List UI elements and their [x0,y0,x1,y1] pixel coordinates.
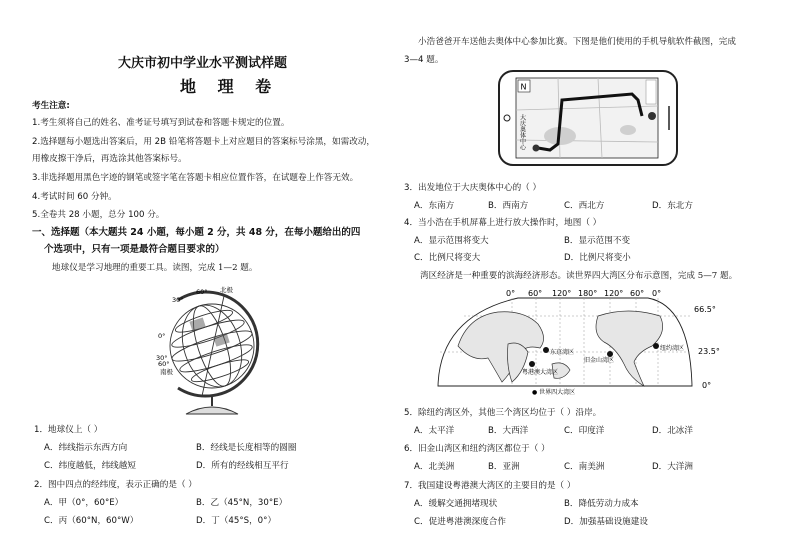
exam-subtitle: 地 理 卷 [180,77,280,96]
phone-navigation-figure [498,70,678,166]
q6-option-b[interactable]: B．亚洲 [488,462,520,472]
globe-intro: 地球仪是学习地理的重要工具。读图，完成 1—2 题。 [52,263,258,273]
q4-option-c[interactable]: C．比例尺将变大 [414,253,481,263]
nav-intro-line2: 3—4 题。 [404,55,444,65]
globe-north-label: 北极 [220,286,233,294]
q7-option-b[interactable]: B．降低劳动力成本 [564,499,639,509]
globe-lat-30s: 30° [156,354,168,362]
map-top-label-3: 180° [578,289,598,298]
q7-option-a[interactable]: A．缓解交通拥堵现状 [414,499,498,509]
q5-option-b[interactable]: B．大西洋 [488,426,529,436]
note-2: 2.选择题每小题选出答案后，用 2B 铅笔将答题卡上对应题目的答案标号涂黑，如需改动， [32,137,375,147]
q2-option-a[interactable]: A．甲（0°，60°E） [44,498,124,508]
map-lat-label-2: 0° [702,381,712,390]
q3-option-c[interactable]: C．西北方 [564,201,605,211]
q6-option-c[interactable]: C．南美洲 [564,462,605,472]
q6-stem: 6．旧金山湾区和纽约湾区都位于（ ） [404,444,550,454]
q4-stem: 4．当小浩在手机屏幕上进行放大操作时，地图（ ） [404,218,602,228]
q4-option-b[interactable]: B．显示范围不变 [564,236,631,246]
q1-stem: 1．地球仪上（ ） [34,425,103,435]
north-icon: N [520,82,527,92]
bay-intro: 湾区经济是一种重要的滨海经济形态。读世界四大湾区分布示意图，完成 5—7 题。 [420,271,738,281]
map-top-label-5: 60° [630,289,645,298]
map-place-newyork: 纽约湾区 [660,345,685,352]
q2-option-c[interactable]: C．丙（60°N，60°W） [44,516,139,526]
q7-option-d[interactable]: D．加强基础设施建设 [564,517,648,527]
note-3: 3.非选择题用黑色字迹的钢笔或签字笔在答题卡相应位置作答，在试题卷上作答无效。 [32,173,359,183]
map-top-label-1: 60° [528,289,543,298]
exam-title: 大庆市初中学业水平测试样题 [118,56,288,71]
q5-option-c[interactable]: C．印度洋 [564,426,605,436]
q3-option-a[interactable]: A．东南方 [414,201,455,211]
q3-stem: 3．出发地位于大庆奥体中心的（ ） [404,183,542,193]
globe-lat-60n: 60° [196,288,208,296]
q1-option-c[interactable]: C．纬度越低，纬线越短 [44,461,136,471]
note-1: 1.考生须将自己的姓名、准考证号填写到试卷和答题卡规定的位置。 [32,118,290,128]
q7-stem: 7．我国建设粤港澳大湾区的主要目的是（ ） [404,481,576,491]
q1-option-b[interactable]: B．经线是长度相等的圆圈 [196,443,297,453]
destination-label: 大庆奥体中心 [518,114,526,150]
globe-south-label: 南极 [160,368,173,376]
section-heading-line2: 个选项中，只有一项是最符合题目要求的） [44,244,225,255]
q5-option-a[interactable]: A．太平洋 [414,426,455,436]
q1-option-d[interactable]: D．所有的经线相互平行 [196,461,289,471]
map-top-label-2: 120° [552,289,572,298]
q2-option-b[interactable]: B．乙（45°N，30°E） [196,498,288,508]
globe-lat-30n: 30° [172,296,184,304]
world-bay-map [428,286,728,398]
q5-option-d[interactable]: D．北冰洋 [652,426,693,436]
map-place-tokyo: 东京湾区 [550,349,575,356]
q7-option-c[interactable]: C．促进粤港澳深度合作 [414,517,506,527]
q5-stem: 5．除纽约湾区外，其他三个湾区均位于（ ）沿岸。 [404,408,602,418]
q2-stem: 2．图中四点的经纬度，表示正确的是（ ） [34,480,197,490]
note-4: 4.考试时间 60 分钟。 [32,192,117,202]
map-top-label-4: 120° [604,289,624,298]
q6-option-d[interactable]: D．大洋洲 [652,462,693,472]
note-5: 5.全卷共 28 小题，总分 100 分。 [32,210,165,220]
globe-figure [150,280,280,420]
q3-option-d[interactable]: D．东北方 [652,201,693,211]
q6-option-a[interactable]: A．北美洲 [414,462,455,472]
map-legend: ● 世界四大湾区 [532,389,576,396]
q3-option-b[interactable]: B．西南方 [488,201,529,211]
map-top-label-6: 0° [652,289,662,298]
notes-heading: 考生注意: [32,101,70,111]
section-heading-line1: 一、选择题（本大题共 24 小题，每小题 2 分，共 48 分，在每小题给出的四 [32,227,361,238]
q2-option-d[interactable]: D．丁（45°S，0°） [196,516,277,526]
map-place-greaterbay: 粤港澳大湾区 [522,369,559,376]
globe-lat-0: 0° [158,332,166,340]
map-top-label-0: 0° [506,289,516,298]
globe-lat-60s: 60° [158,360,170,368]
map-place-sanfrancisco: 旧金山湾区 [584,357,615,364]
q4-option-a[interactable]: A．显示范围将变大 [414,236,489,246]
map-lat-label-0: 66.5° [694,305,716,314]
q1-option-a[interactable]: A．纬线指示东西方向 [44,443,128,453]
nav-intro-line1: 小浩爸爸开车送他去奥体中心参加比赛。下图是他们使用的手机导航软件截图，完成 [418,37,736,47]
note-2-cont: 用橡皮擦干净后，再选涂其他答案标号。 [32,154,187,164]
q4-option-d[interactable]: D．比例尺将变小 [564,253,631,263]
map-lat-label-1: 23.5° [698,347,720,356]
